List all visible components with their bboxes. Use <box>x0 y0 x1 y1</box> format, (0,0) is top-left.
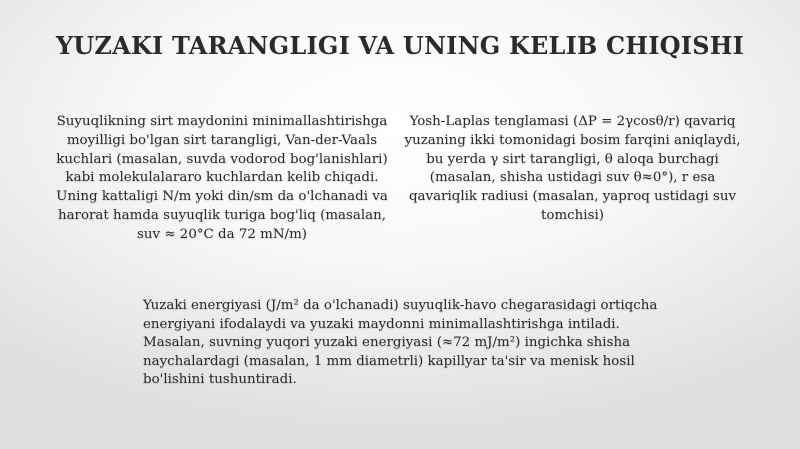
left-text-block: Suyuqlikning sirt maydonini minimallashtirishga moyilligi bo'lgan sirt tarangligi, Van-der-Vaals kuchlari (masalan, suvda vodorod bog'lanishlari) kabi molekulalararo kuchlardan kelib chiqadi. Uning kattaligi N/m yoki din/sm da o'lchanadi va harorat hamda suyuqlik turiga bog'liq (masalan, suv ≈ 20°C da 72 mN/m) <box>56 114 388 242</box>
right-text-block: Yosh-Laplas tenglamasi (ΔP = 2γcosθ/r) qavariq yuzaning ikki tomonidagi bosim farqini aniqlaydi, bu yerda γ sirt tarangligi, θ aloqa burchagi (masalan, shisha ustidagi suv θ≈0°), r esa qavariqlik radiusi (masalan, yaproq ustidagi suv tomchisi) <box>404 114 741 223</box>
bottom-text-block: Yuzaki energiyasi (J/m² da o'lchanadi) suyuqlik-havo chegarasidagi ortiqcha energiyani ifodalaydi va yuzaki maydonni minimallashtirishga intiladi. Masalan, suvning yuqori yuzaki energiyasi (≈72 mJ/m²) ingichka shisha naychalardagi (masalan, 1 mm diametrli) kapillyar ta'sir va menisk hosil bo'lishini tushuntiradi. <box>143 298 658 388</box>
slide-title: YUZAKI TARANGLIGI VA UNING KELIB CHIQISHI <box>55 31 745 60</box>
